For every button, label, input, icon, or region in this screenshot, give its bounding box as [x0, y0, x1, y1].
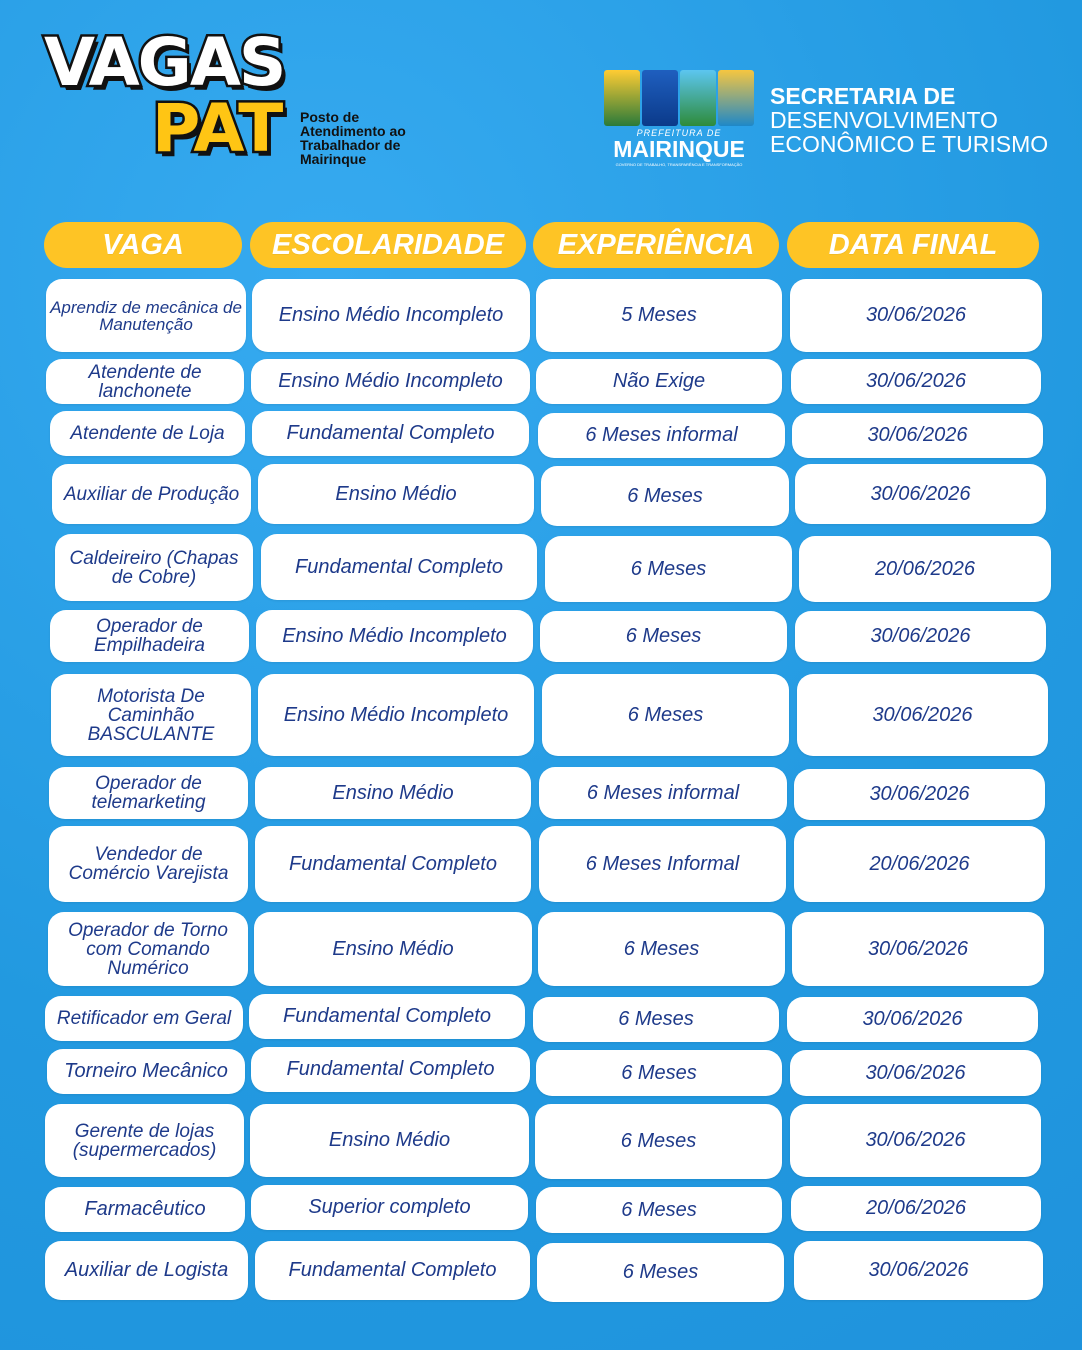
prefeitura-logo: [604, 70, 754, 168]
cell-escolaridade: Ensino Médio Incompleto: [252, 279, 530, 352]
secretaria-line-2: DESENVOLVIMENTO: [770, 107, 998, 133]
cell-escolaridade: Fundamental Completo: [251, 1047, 530, 1092]
cell-experiencia: 5 Meses: [536, 279, 782, 352]
cell-data-final: 20/06/2026: [791, 1186, 1041, 1231]
cell-escolaridade: Fundamental Completo: [252, 411, 529, 456]
cell-data-final: 30/06/2026: [791, 359, 1041, 404]
cell-experiencia: 6 Meses: [533, 997, 779, 1042]
cell-escolaridade: Ensino Médio: [258, 464, 534, 524]
cell-vaga: Auxiliar de Produção: [52, 464, 251, 524]
road-tile-icon: [680, 70, 716, 126]
secretaria-line-1: SECRETARIA DE: [770, 83, 956, 109]
cell-data-final: 30/06/2026: [792, 413, 1043, 458]
prefeitura-name: MAIRINQUE: [613, 136, 745, 162]
column-header-experiencia: EXPERIÊNCIA: [533, 222, 779, 268]
cell-experiencia: 6 Meses: [542, 674, 789, 756]
logo-pat: PAT: [152, 90, 283, 167]
cell-vaga: Vendedor de Comércio Varejista: [49, 826, 248, 902]
cell-vaga: Operador de Empilhadeira: [50, 610, 249, 662]
cell-escolaridade: Fundamental Completo: [261, 534, 537, 600]
cell-data-final: 30/06/2026: [790, 1050, 1041, 1096]
dam-tile-icon: [718, 70, 754, 126]
cell-vaga: Gerente de lojas (supermercados): [45, 1104, 244, 1177]
cell-escolaridade: Ensino Médio Incompleto: [251, 359, 530, 404]
prefeitura-label: PREFEITURA DE: [636, 128, 722, 138]
cell-escolaridade: Ensino Médio: [254, 912, 532, 986]
cell-vaga: Operador de telemarketing: [49, 767, 248, 819]
secretaria-line-3: ECONÔMICO E TURISMO: [770, 131, 1049, 157]
cell-data-final: 20/06/2026: [794, 826, 1045, 902]
cell-escolaridade: Fundamental Completo: [255, 826, 531, 902]
cell-vaga: Farmacêutico: [45, 1187, 245, 1232]
cell-vaga: Atendente de Loja: [50, 411, 245, 456]
cell-experiencia: 6 Meses Informal: [539, 826, 786, 902]
cell-experiencia: 6 Meses: [540, 611, 787, 662]
cell-experiencia: 6 Meses: [538, 912, 785, 986]
cell-experiencia: 6 Meses: [536, 1050, 782, 1096]
prefeitura-motto: GOVERNO DE TRABALHO, TRANSPARÊNCIA E TRANSFORMAÇÃO: [615, 162, 743, 167]
cell-data-final: 30/06/2026: [790, 1104, 1041, 1177]
cell-experiencia: 6 Meses: [537, 1243, 784, 1302]
column-header-vaga: VAGA: [44, 222, 242, 268]
cell-data-final: 30/06/2026: [787, 997, 1038, 1042]
cell-data-final: 30/06/2026: [795, 464, 1046, 524]
cell-experiencia: 6 Meses: [536, 1187, 782, 1233]
cell-escolaridade: Fundamental Completo: [249, 994, 525, 1039]
logo-subtitle: Posto de Atendimento ao Trabalhador de Mairinque: [300, 109, 406, 167]
cell-data-final: 30/06/2026: [794, 1241, 1043, 1300]
cell-data-final: 30/06/2026: [795, 611, 1046, 662]
secretaria-title: [770, 84, 1048, 156]
cell-data-final: 30/06/2026: [794, 769, 1045, 820]
cell-vaga: Torneiro Mecânico: [47, 1049, 245, 1094]
cell-escolaridade: Fundamental Completo: [255, 1241, 530, 1300]
cell-data-final: 20/06/2026: [799, 536, 1051, 602]
cell-data-final: 30/06/2026: [797, 674, 1048, 756]
cell-vaga: Motorista De Caminhão BASCULANTE: [51, 674, 251, 756]
cell-experiencia: 6 Meses informal: [539, 767, 787, 819]
cell-vaga: Auxiliar de Logista: [45, 1241, 248, 1300]
cell-vaga: Operador de Torno com Comando Numérico: [48, 912, 248, 986]
cell-escolaridade: Ensino Médio Incompleto: [256, 610, 533, 662]
cell-vaga: Atendente de lanchonete: [46, 359, 244, 404]
cell-data-final: 30/06/2026: [792, 912, 1044, 986]
cell-experiencia: 6 Meses informal: [538, 413, 785, 458]
cell-escolaridade: Ensino Médio: [255, 767, 531, 819]
cell-experiencia: 6 Meses: [535, 1104, 782, 1179]
cell-data-final: 30/06/2026: [790, 279, 1042, 352]
cell-escolaridade: Superior completo: [251, 1185, 528, 1230]
cell-vaga: Aprendiz de mecânica de Manutenção: [46, 279, 246, 352]
cell-escolaridade: Ensino Médio Incompleto: [258, 674, 534, 756]
cell-experiencia: 6 Meses: [541, 466, 789, 526]
cell-vaga: Retificador em Geral: [45, 996, 243, 1041]
column-header-escolaridade: ESCOLARIDADE: [250, 222, 526, 268]
factory-tile-icon: [642, 70, 678, 126]
cell-experiencia: 6 Meses: [545, 536, 792, 602]
logo-vagas: VAGAS: [44, 24, 285, 101]
cell-vaga: Caldeireiro (Chapas de Cobre): [55, 534, 253, 601]
cell-escolaridade: Ensino Médio: [250, 1104, 529, 1177]
column-header-data-final: DATA FINAL: [787, 222, 1039, 268]
train-tile-icon: [604, 70, 640, 126]
cell-experiencia: Não Exige: [536, 359, 782, 404]
